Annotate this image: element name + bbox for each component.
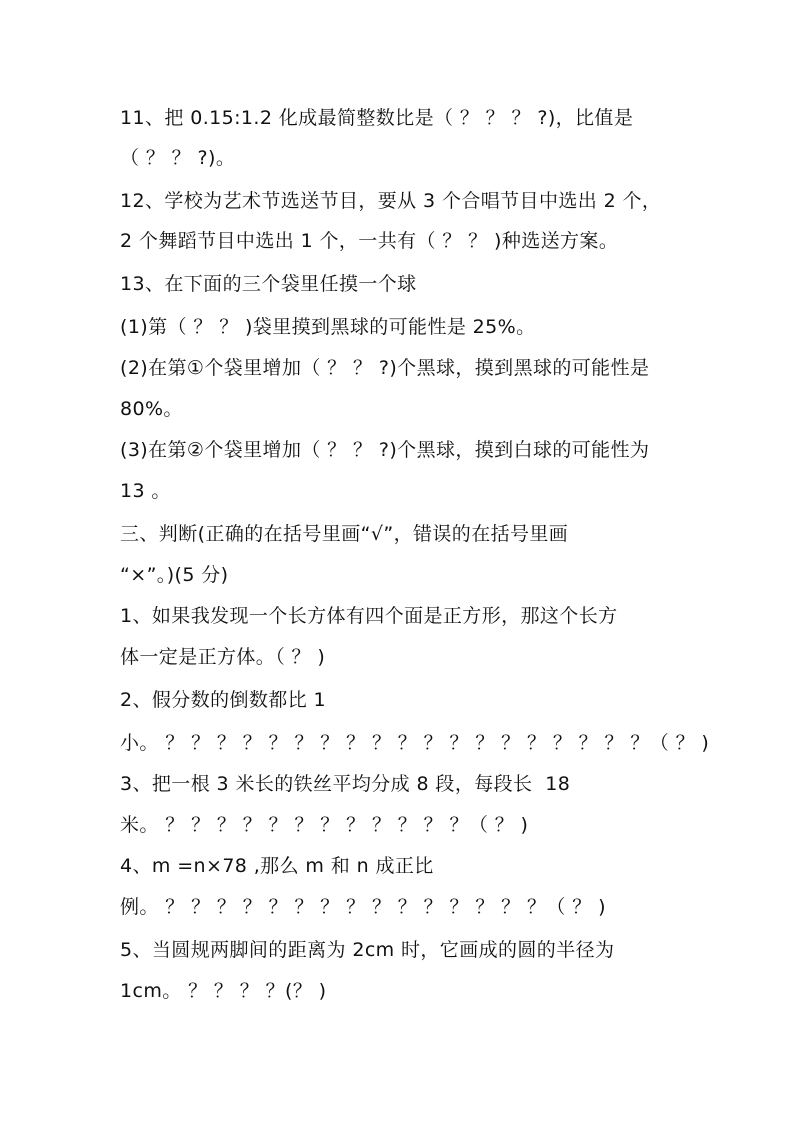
judge-5-line-1: 5、当圆规两脚间的距离为 2cm 时，它画成的圆的半径为 <box>120 939 615 961</box>
section-3-heading-line-1: 三、判断(正确的在括号里画“√”，错误的在括号里画 <box>120 523 569 545</box>
question-13-heading: 13、在下面的三个袋里任摸一个球 <box>120 273 417 295</box>
judge-3-line-1: 3、把一根 3 米长的铁丝平均分成 8 段，每段长 18 <box>120 773 571 795</box>
judge-2-line-1: 2、假分数的倒数都比 1 <box>120 689 327 711</box>
section-3-heading-line-2: “×”。)(5 分) <box>120 564 229 586</box>
question-13-part-2-line-1: (2)在第①个袋里增加（ ？ ？ ?)个黑球，摸到黑球的可能性是 <box>120 357 650 379</box>
question-13-part-3-line-2: 13 。 <box>120 480 171 502</box>
question-12-line-1: 12、学校为艺术节选送节目，要从 3 个合唱节目中选出 2 个， <box>120 190 662 212</box>
question-11-line-2: （ ？ ？ ?)。 <box>120 147 236 169</box>
question-13-part-2-line-2: 80%。 <box>120 398 183 420</box>
judge-3-line-2: 米。 ？ ？ ？ ？ ？ ？ ？ ？ ？ ？ ？ ？（ ？ ) <box>120 814 529 836</box>
question-11-line-1: 11、把 0.15:1.2 化成最简整数比是（ ？ ？ ？ ?)，比值是 <box>120 107 634 129</box>
question-13-part-3-line-1: (3)在第②个袋里增加（ ？ ？ ?)个黑球，摸到白球的可能性为 <box>120 439 650 461</box>
judge-4-line-1: 4、m =n×78 ,那么 m 和 n 成正比 <box>120 855 434 877</box>
judge-1-line-1: 1、如果我发现一个长方体有四个面是正方形，那这个长方 <box>120 605 618 627</box>
judge-1-line-2: 体一定是正方体。（ ？ ) <box>120 646 326 668</box>
judge-5-line-2: 1cm。 ？ ？ ？ ？(？ ) <box>120 980 327 1002</box>
judge-2-line-2: 小。 ？ ？ ？ ？ ？ ？ ？ ？ ？ ？ ？ ？ ？ ？ ？ ？ ？ ？ ？（ ？ ) <box>120 732 710 754</box>
question-12-line-2: 2 个舞蹈节目中选出 1 个，一共有（ ？ ？ )种选送方案。 <box>120 230 619 252</box>
question-13-part-1: (1)第（ ？ ？ )袋里摸到黑球的可能性是 25%。 <box>120 316 536 338</box>
judge-4-line-2: 例。 ？ ？ ？ ？ ？ ？ ？ ？ ？ ？ ？ ？ ？ ？ ？（ ？ ) <box>120 896 606 918</box>
